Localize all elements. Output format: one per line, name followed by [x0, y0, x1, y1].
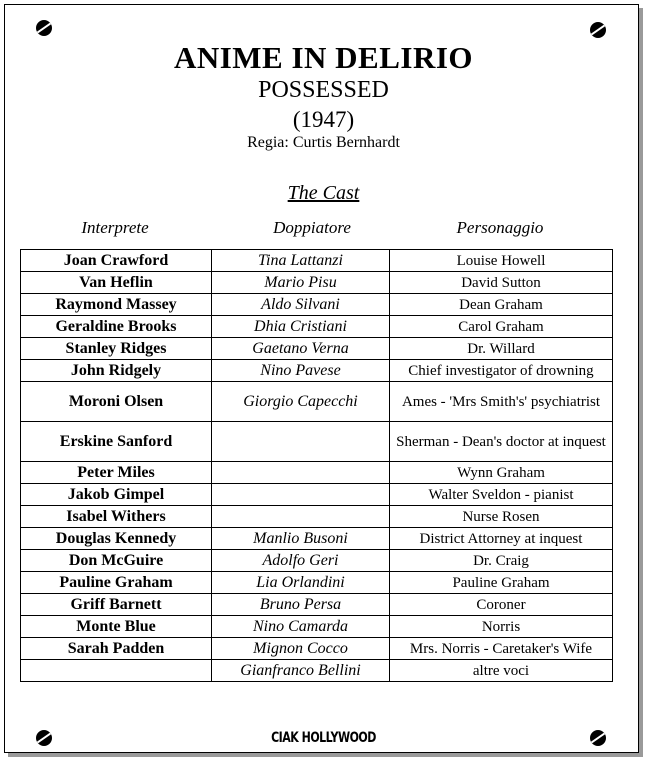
actor-name: Monte Blue	[21, 616, 212, 638]
character-name: Wynn Graham	[390, 462, 613, 484]
actor-name: Sarah Padden	[21, 638, 212, 660]
voice-actor-name: Nino Camarda	[212, 616, 390, 638]
character-name: Mrs. Norris - Caretaker's Wife	[390, 638, 613, 660]
character-name: Ames - 'Mrs Smith's' psychiatrist	[390, 382, 613, 422]
screw-icon	[590, 22, 606, 38]
actor-name: Van Heflin	[21, 272, 212, 294]
actor-name: Stanley Ridges	[21, 338, 212, 360]
voice-actor-name	[212, 506, 390, 528]
release-year: (1947)	[292, 107, 355, 132]
table-row	[21, 616, 613, 638]
table-row	[21, 638, 613, 660]
actor-name: Raymond Massey	[21, 294, 212, 316]
table-row	[21, 338, 613, 360]
voice-actor-name: Mario Pisu	[212, 272, 390, 294]
character-name: Louise Howell	[390, 250, 613, 272]
character-name: Carol Graham	[390, 316, 613, 338]
actor-name: Isabel Withers	[21, 506, 212, 528]
table-row	[21, 272, 613, 294]
actor-name	[21, 660, 212, 682]
voice-actor-name: Mignon Cocco	[212, 638, 390, 660]
character-name: Dr. Willard	[390, 338, 613, 360]
actor-name: Peter Miles	[21, 462, 212, 484]
character-name: District Attorney at inquest	[390, 528, 613, 550]
table-row	[21, 360, 613, 382]
table-row	[21, 594, 613, 616]
table-row	[21, 484, 613, 506]
table-row	[21, 294, 613, 316]
table-row	[21, 462, 613, 484]
character-name: Dr. Craig	[390, 550, 613, 572]
film-title: ANIME IN DELIRIO	[173, 40, 474, 75]
actor-name: Erskine Sanford	[21, 422, 212, 462]
actor-name: Joan Crawford	[21, 250, 212, 272]
actor-name: Douglas Kennedy	[21, 528, 212, 550]
table-row	[21, 660, 613, 682]
character-name: Sherman - Dean's doctor at inquest	[390, 422, 613, 462]
voice-actor-name: Manlio Busoni	[212, 528, 390, 550]
character-name: Chief investigator of drowning	[390, 360, 613, 382]
column-header-actor: Interprete	[81, 218, 149, 237]
actor-name: Jakob Gimpel	[21, 484, 212, 506]
voice-actor-name: Aldo Silvani	[212, 294, 390, 316]
table-row	[21, 250, 613, 272]
character-name: David Sutton	[390, 272, 613, 294]
voice-actor-name: Tina Lattanzi	[212, 250, 390, 272]
character-name: Walter Sveldon - pianist	[390, 484, 613, 506]
voice-actor-name: Lia Orlandini	[212, 572, 390, 594]
director-credit: Regia: Curtis Bernhardt	[247, 134, 400, 151]
actor-name: Don McGuire	[21, 550, 212, 572]
actor-name: Pauline Graham	[21, 572, 212, 594]
ciak-hollywood-logo: CIAK HOLLYWOOD	[271, 729, 376, 746]
character-name: Coroner	[390, 594, 613, 616]
voice-actor-name: Dhia Cristiani	[212, 316, 390, 338]
table-row	[21, 382, 613, 422]
actor-name: John Ridgely	[21, 360, 212, 382]
table-row	[21, 528, 613, 550]
character-name: Nurse Rosen	[390, 506, 613, 528]
actor-name: Griff Barnett	[21, 594, 212, 616]
voice-actor-name: Nino Pavese	[212, 360, 390, 382]
voice-actor-name: Gianfranco Bellini	[212, 660, 390, 682]
actor-name: Geraldine Brooks	[21, 316, 212, 338]
voice-actor-name: Giorgio Capecchi	[212, 382, 390, 422]
voice-actor-name	[212, 422, 390, 462]
table-row	[21, 506, 613, 528]
voice-actor-name	[212, 484, 390, 506]
character-name: altre voci	[390, 660, 613, 682]
character-name: Pauline Graham	[390, 572, 613, 594]
voice-actor-name: Bruno Persa	[212, 594, 390, 616]
column-header-voice: Doppiatore	[273, 218, 351, 237]
character-name: Norris	[390, 616, 613, 638]
screw-icon	[36, 20, 52, 36]
table-row	[21, 572, 613, 594]
voice-actor-name	[212, 462, 390, 484]
actor-name: Moroni Olsen	[21, 382, 212, 422]
table-row	[21, 316, 613, 338]
cast-table	[20, 249, 613, 682]
table-row	[21, 422, 613, 462]
column-header-role: Personaggio	[456, 218, 544, 237]
table-row	[21, 550, 613, 572]
cast-heading: The Cast	[287, 182, 360, 204]
original-title: POSSESSED	[258, 77, 389, 103]
voice-actor-name: Gaetano Verna	[212, 338, 390, 360]
voice-actor-name: Adolfo Geri	[212, 550, 390, 572]
character-name: Dean Graham	[390, 294, 613, 316]
